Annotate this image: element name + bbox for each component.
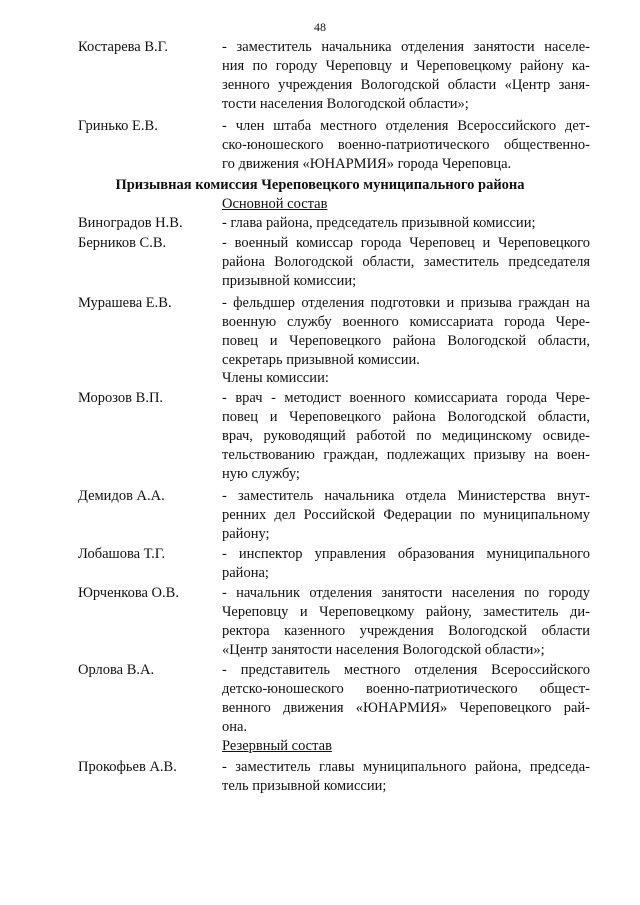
role-line: ректора казенного учреждения Вологодской области (222, 623, 590, 639)
role-line: - заместитель начальника отделения занятости населе- (222, 39, 590, 55)
role-line: района; (222, 565, 269, 581)
section-reserve-title: Резервный состав (222, 738, 332, 754)
role-line: ско-юношеского военно-патриотического общественно- (222, 137, 590, 153)
role-line: - начальник отделения занятости населения по городу (222, 585, 590, 601)
role-line: секретарь призывной комиссии. (222, 352, 420, 368)
person-role (222, 661, 590, 737)
person-name: Лобашова Т.Г. (78, 546, 166, 562)
role-line: детско-юношеского военно-патриотического общест- (222, 681, 590, 697)
role-line: - врач - методист военного комиссариата города Чере- (222, 390, 590, 406)
role-line: ния по городу Череповцу и Череповецкому району ка- (222, 58, 590, 74)
person-role (222, 487, 590, 544)
person-role (222, 584, 590, 660)
role-line: ную службу; (222, 466, 300, 482)
person-name: Юрченкова О.В. (78, 585, 179, 601)
role-line: району; (222, 526, 270, 542)
person-name: Мурашева Е.В. (78, 295, 172, 311)
commission-heading: Призывная комиссия Череповецкого муниципального района (115, 177, 525, 193)
person-role (222, 294, 590, 370)
page-number: 48 (314, 20, 326, 34)
person-name: Орлова В.А. (78, 662, 155, 678)
role-line: - военный комиссар города Череповец и Череповецкого (222, 235, 590, 251)
role-line: - фельдшер отделения подготовки и призыва граждан на (222, 295, 590, 311)
role-line: района Вологодской области, заместитель председателя (222, 254, 590, 270)
role-line: военную службу военного комиссариата города Чере- (222, 314, 590, 330)
role-line: ренних дел Российской Федерации по муниципальному (222, 507, 590, 523)
person-role (222, 389, 590, 484)
person-role (222, 38, 590, 114)
role-line: тель призывной комиссии; (222, 778, 387, 794)
person-name: Гринько Е.В. (78, 118, 158, 134)
person-name: Морозов В.П. (78, 390, 164, 406)
role-line: «Центр занятости населения Вологодской области»; (222, 642, 545, 658)
role-line: врач, руководящий работой по медицинскому освиде- (222, 428, 590, 444)
role-line: повец и Череповецкого района Вологодской области, (222, 333, 590, 349)
person-name: Виноградов Н.В. (78, 215, 183, 231)
role-line: - член штаба местного отделения Всероссийского дет- (222, 118, 590, 134)
role-line: - инспектор управления образования муниципального (222, 546, 590, 562)
person-name: Берников С.В. (78, 235, 167, 251)
role-line: зенного учреждения Вологодской области «Центр заня- (222, 77, 590, 93)
person-role (222, 758, 590, 796)
role-line: - представитель местного отделения Всероссийского (222, 662, 590, 678)
role-line: повец и Череповецкого района Вологодской области, (222, 409, 590, 425)
person-name: Костарева В.Г. (78, 39, 169, 55)
role-line: тельствованию граждан, подлежащих призыву на воен- (222, 447, 590, 463)
person-name: Прокофьев А.В. (78, 759, 177, 775)
person-role (222, 117, 590, 174)
role-line: Череповцу и Череповецкому району, заместитель ди- (222, 604, 590, 620)
role-line: она. (222, 719, 248, 735)
person-role (222, 234, 590, 291)
role-line: го движения «ЮНАРМИЯ» города Череповца. (222, 156, 512, 172)
role-line: венного движения «ЮНАРМИЯ» Череповецкого рай- (222, 700, 590, 716)
section-main-title: Основной состав (222, 196, 328, 212)
person-name: Демидов А.А. (78, 488, 165, 504)
person-role (222, 545, 590, 583)
role-line: - заместитель главы муниципального района, председа- (222, 759, 590, 775)
role-line: тости населения Вологодской области»; (222, 96, 469, 112)
role-line: призывной комиссии; (222, 273, 357, 289)
role-line: - глава района, председатель призывной комиссии; (222, 215, 536, 231)
person-role (222, 214, 590, 233)
section-members-title: Члены комиссии: (222, 370, 329, 386)
role-line: - заместитель начальника отдела Министерства внут- (222, 488, 590, 504)
